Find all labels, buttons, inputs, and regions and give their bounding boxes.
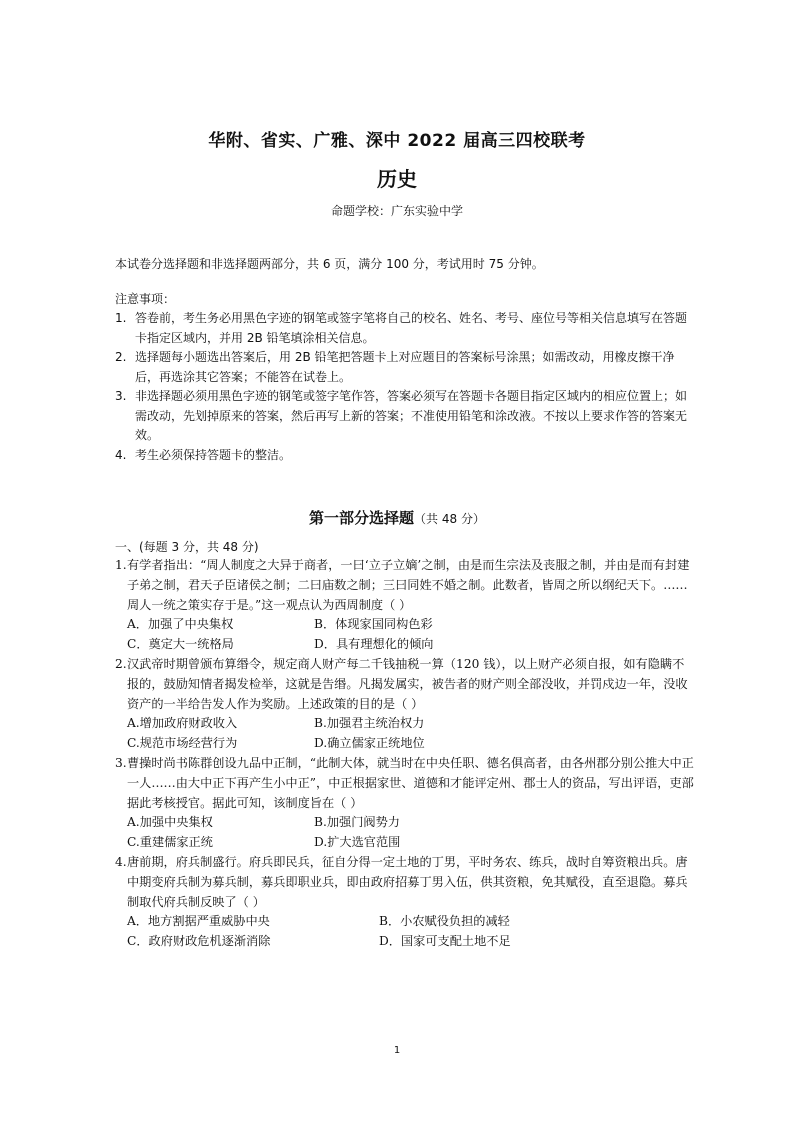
option-c[interactable]: C．政府财政危机逐渐消除 — [127, 934, 271, 949]
option-a[interactable]: A.增加政府财政收入 — [127, 716, 238, 731]
option-d[interactable]: D．国家可支配土地不足 — [379, 934, 511, 949]
question-number: 3. — [115, 755, 127, 770]
option-d[interactable]: D．具有理想化的倾向 — [314, 637, 434, 652]
notice-text: 非选择题必须用黑色字迹的钢笔或签字笔作答，答案必须写在答题卡各题目指定区域内的相应位置上；如需改动，先划掉原来的答案，然后再写上新的答案；不准使用铅笔和涂改液。不按以上要求作答的答案无效。 — [135, 389, 688, 442]
question-stem: 汉武帝时期曾颁布算缗令，规定商人财产每二千钱抽税一算（120 钱），以上财产必须自报，如有隐瞒不报的，鼓励知情者揭发检举，这就是告缗。凡揭发属实，被告者的财产则全部没收，并罚戍边一年，没收资产的一半给告发人作为奖励。上述政策的目的是（ ） — [127, 656, 688, 711]
option-a[interactable]: A．地方割据严重威胁中央 — [127, 914, 270, 929]
question-4 — [115, 853, 695, 952]
option-b[interactable]: B．小农赋役负担的减轻 — [379, 914, 510, 929]
notice-item — [115, 309, 690, 348]
question-2 — [115, 655, 695, 754]
notice-item — [115, 348, 690, 387]
question-stem: 唐前期，府兵制盛行。府兵即民兵，征自分得一定土地的丁男，平时务农、练兵，战时自筹资粮出兵。唐中期变府兵制为募兵制，募兵即职业兵，即由政府招募丁男入伍，供其资粮，免其赋役，直至退隐。募兵制取代府兵制反映了（ ） — [127, 854, 688, 909]
intro-text: 本试卷分选择题和非选择题两部分，共 6 页，满分 100 分，考试用时 75 分钟。 — [115, 257, 544, 271]
subject-title: 历史 — [377, 167, 417, 191]
option-c[interactable]: C．奠定大一统格局 — [127, 637, 234, 652]
section-title-text: 第一部分选择题 — [309, 509, 415, 527]
question-1 — [115, 556, 695, 655]
option-d[interactable]: D.确立儒家正统地位 — [314, 736, 425, 751]
notice-text: 答卷前，考生务必用黑色字迹的钢笔或签字笔将自己的校名、姓名、考号、座位号等相关信息填写在答题卡指定区域内，并用 2B 铅笔填涂相关信息。 — [135, 311, 688, 345]
question-number: 4. — [115, 854, 127, 869]
option-c[interactable]: C.重建儒家正统 — [127, 835, 213, 850]
option-b[interactable]: B.加强君主统治权力 — [314, 716, 425, 731]
notice-item — [115, 446, 690, 466]
notice-number: 3. — [115, 389, 127, 403]
notice-text: 考生必须保持答题卡的整洁。 — [135, 447, 292, 462]
question-3 — [115, 754, 695, 853]
section-title — [0, 507, 794, 528]
question-list — [115, 556, 695, 952]
notice-number: 1. — [115, 311, 127, 325]
page-number: 1 — [393, 1045, 401, 1056]
notice-text: 选择题每小题选出答案后，用 2B 铅笔把答题卡上对应题目的答案标号涂黑；如需改动，用橡皮擦干净后，再选涂其它答案；不能答在试卷上。 — [135, 350, 675, 384]
option-c[interactable]: C.规范市场经营行为 — [127, 736, 238, 751]
option-d[interactable]: D.扩大选官范围 — [314, 835, 401, 850]
option-a[interactable]: A．加强了中央集权 — [127, 617, 234, 632]
question-number: 1. — [115, 558, 127, 572]
question-number: 2. — [115, 656, 127, 671]
option-b[interactable]: B.加强门阀势力 — [314, 815, 400, 830]
notice-number: 2. — [115, 350, 127, 364]
option-b[interactable]: B．体现家国同构色彩 — [314, 617, 433, 632]
exam-title: 华附、省实、广雅、深中 2022 届高三四校联考 — [208, 131, 586, 151]
notice-item — [115, 387, 690, 446]
question-stem: 有学者指出：“周人制度之大异于商者，一曰‘立子立嫡’之制，由是而生宗法及丧服之制，并由是而有封建子弟之制，君天子臣诸侯之制；二曰庙数之制；三曰同姓不婚之制。此数者，皆周之所以纲纪天下。……周人一统之策实存于是。”这一观点认为西周制度（ ） — [127, 558, 690, 612]
notice-number: 4. — [115, 447, 127, 462]
question-stem: 曹操时尚书陈群创设九品中正制，“此制大体，就当时在中央任职、德名俱高者，由各州郡分别公推大中正一人……由大中正下再产生小中正”，中正根据家世、道德和才能评定州、郡士人的资品，写出评语，吏部据此考核授官。据此可知，该制度旨在（ ） — [127, 755, 694, 810]
section-score: （共 48 分） — [414, 512, 485, 526]
notice-list — [115, 309, 690, 465]
part-heading: 一、(每题 3 分，共 48 分) — [115, 540, 259, 554]
notice-heading: 注意事项： — [115, 292, 176, 306]
option-a[interactable]: A.加强中央集权 — [127, 815, 213, 830]
school-line: 命题学校：广东实验中学 — [330, 204, 463, 218]
